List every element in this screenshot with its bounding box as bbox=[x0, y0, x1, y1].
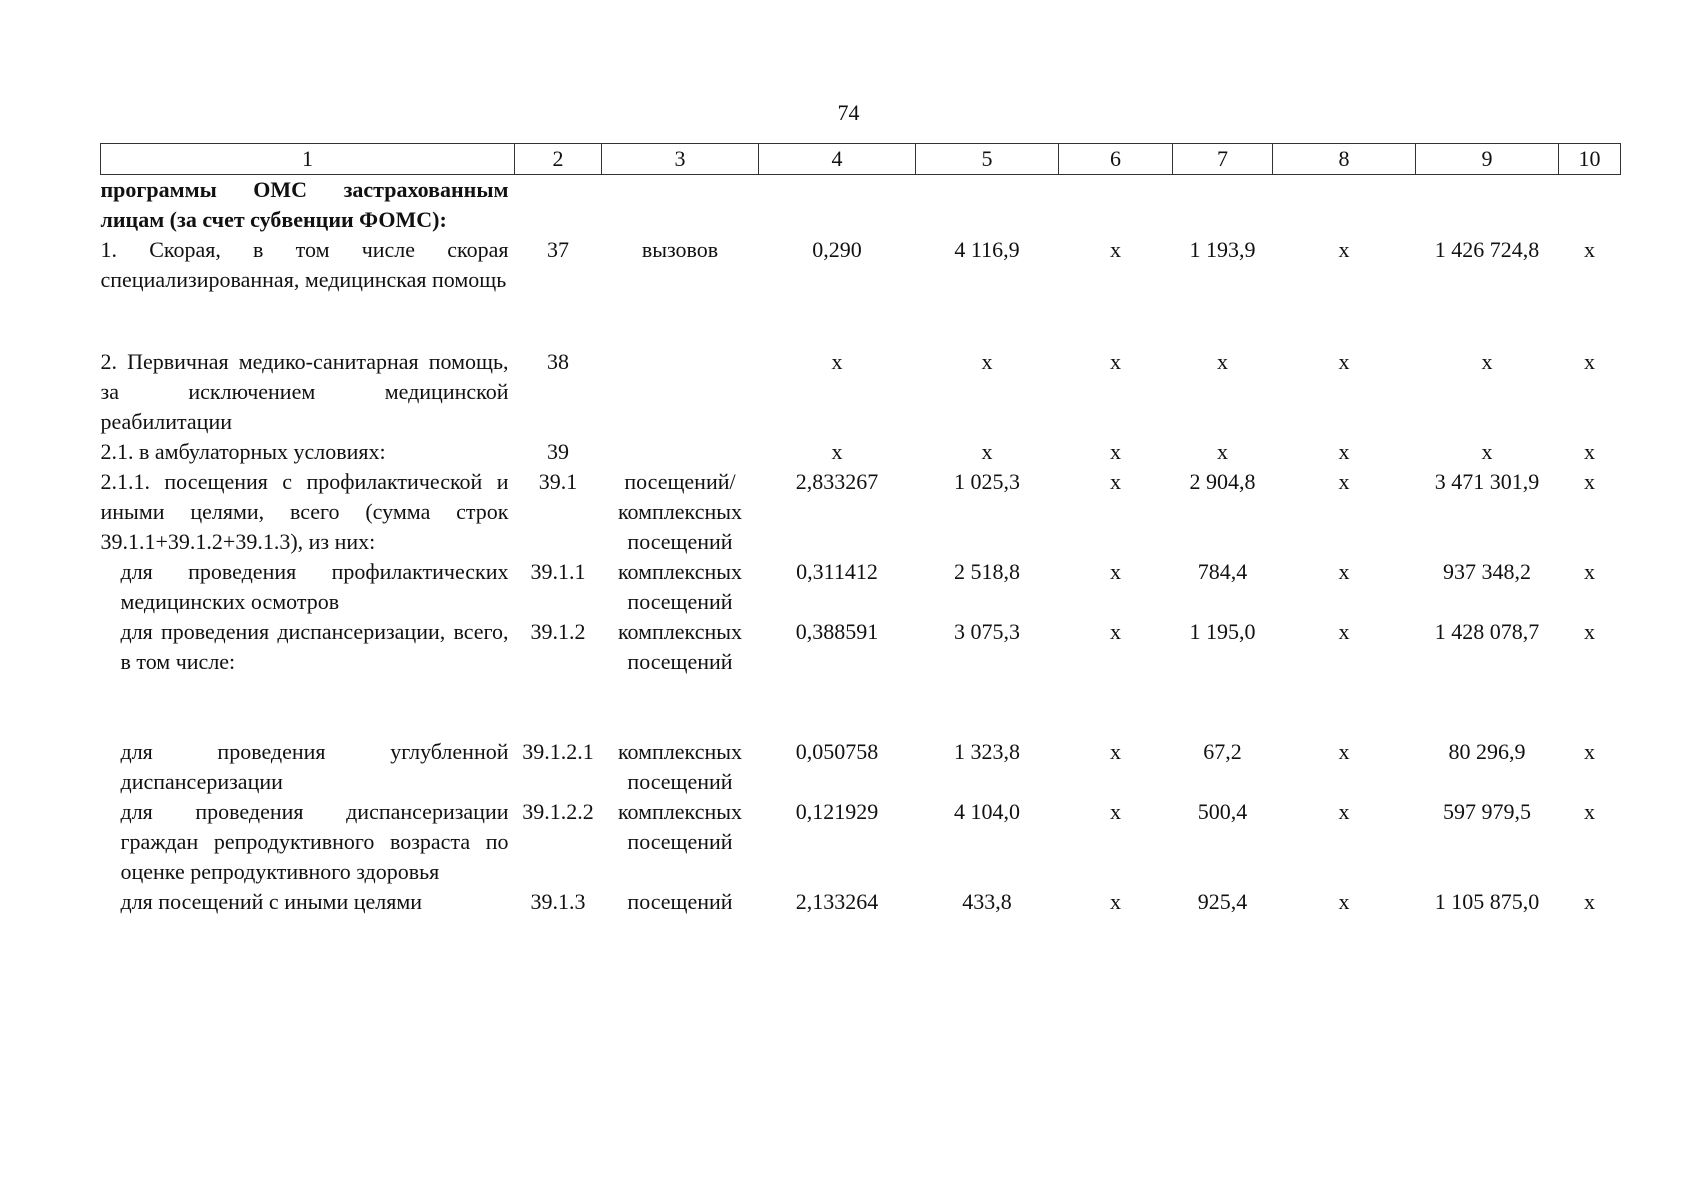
row-value-col8: х bbox=[1338, 799, 1350, 824]
row-value-col9: 1 428 078,7 bbox=[1434, 619, 1540, 644]
table-row bbox=[101, 235, 1621, 347]
column-header: 2 bbox=[515, 144, 602, 175]
row-value-col9: 3 471 301,9 bbox=[1434, 469, 1540, 494]
row-line-number: 39.1.3 bbox=[530, 889, 586, 914]
row-value-col5: 3 075,3 bbox=[954, 619, 1020, 644]
row-value-col9: 597 979,5 bbox=[1443, 799, 1531, 824]
row-value-col10: х bbox=[1584, 739, 1595, 764]
row-value-col8: х bbox=[1338, 439, 1350, 464]
row-value-col6: х bbox=[1110, 237, 1121, 262]
column-number-header-row bbox=[101, 144, 1621, 175]
row-unit: вызовов bbox=[641, 237, 719, 262]
row-value-col7: 67,2 bbox=[1203, 739, 1242, 764]
row-value-col8: х bbox=[1338, 619, 1350, 644]
column-header: 4 bbox=[759, 144, 916, 175]
row-name: для посещений с иными целями bbox=[120, 889, 423, 914]
row-value-col8: х bbox=[1338, 559, 1350, 584]
row-value-col8: х bbox=[1338, 349, 1350, 374]
row-unit bbox=[602, 347, 759, 437]
row-value-col7: 1 195,0 bbox=[1189, 619, 1256, 644]
row-name: 2. Первичная медико-санитарная помощь, за исключением медицинской реабилитации bbox=[100, 349, 509, 434]
row-value-col6: х bbox=[1110, 799, 1121, 824]
row-unit bbox=[602, 437, 759, 467]
row-value-col10: х bbox=[1584, 349, 1595, 374]
row-value-col4: х bbox=[831, 349, 843, 374]
column-header: 10 bbox=[1559, 144, 1621, 175]
row-name: для проведения диспансеризации, всего, в том числе: bbox=[120, 619, 509, 674]
row-unit: комплексных посещений bbox=[617, 799, 743, 854]
column-header: 9 bbox=[1416, 144, 1559, 175]
row-unit: комплексных посещений bbox=[617, 619, 743, 674]
column-header: 3 bbox=[602, 144, 759, 175]
row-value-col6: х bbox=[1110, 889, 1121, 914]
row-name: для проведения углубленной диспансеризации bbox=[120, 739, 509, 794]
row-name: 2.1.1. посещения с профилактической и иными целями, всего (сумма строк 39.1.1+39.1.2+39.1.3), из них: bbox=[100, 469, 509, 554]
column-header: 6 bbox=[1059, 144, 1173, 175]
row-value-col6: х bbox=[1110, 619, 1121, 644]
row-value-col6: х bbox=[1110, 559, 1121, 584]
row-value-col6: х bbox=[1110, 439, 1121, 464]
row-value-col5: 4 104,0 bbox=[954, 799, 1020, 824]
row-value-col10: х bbox=[1584, 619, 1595, 644]
row-value-col10: х bbox=[1584, 469, 1595, 494]
table-row bbox=[101, 617, 1621, 737]
row-value-col6: х bbox=[1110, 349, 1121, 374]
row-name: для проведения диспансеризации граждан репродуктивного возраста по оценке репродуктивного здоровья bbox=[120, 799, 509, 884]
row-value-col10: х bbox=[1584, 559, 1595, 584]
row-value-col9: 937 348,2 bbox=[1443, 559, 1531, 584]
row-value-col4: 2,133264 bbox=[795, 889, 879, 914]
row-value-col4: х bbox=[831, 439, 843, 464]
financing-table bbox=[100, 143, 1621, 917]
table-row bbox=[101, 437, 1621, 467]
row-value-col4: 0,388591 bbox=[795, 619, 879, 644]
row-line-number: 39.1.2 bbox=[530, 619, 586, 644]
row-value-col10: х bbox=[1584, 799, 1595, 824]
row-value-col10: х bbox=[1584, 439, 1595, 464]
column-header: 8 bbox=[1273, 144, 1416, 175]
row-value-col7: 925,4 bbox=[1197, 889, 1248, 914]
row-name: для проведения профилактических медицинских осмотров bbox=[120, 559, 509, 614]
row-value-col8: х bbox=[1338, 739, 1350, 764]
table-row bbox=[101, 467, 1621, 557]
table-row bbox=[101, 797, 1621, 887]
row-value-col5: 1 025,3 bbox=[954, 469, 1020, 494]
table-row bbox=[101, 887, 1621, 917]
row-value-col9: 1 105 875,0 bbox=[1434, 889, 1540, 914]
row-value-col8: х bbox=[1338, 889, 1350, 914]
row-value-col7: 784,4 bbox=[1197, 559, 1248, 584]
section-heading: программы ОМС застрахованным лицам (за счет субвенции ФОМС): bbox=[100, 177, 509, 232]
row-value-col10: х bbox=[1584, 889, 1595, 914]
row-line-number: 39 bbox=[547, 439, 569, 464]
row-value-col5: х bbox=[981, 439, 993, 464]
row-value-col7: х bbox=[1217, 439, 1228, 464]
row-value-col5: 4 116,9 bbox=[954, 237, 1020, 262]
section-heading-row bbox=[101, 175, 1621, 236]
row-value-col5: 2 518,8 bbox=[954, 559, 1020, 584]
row-value-col9: х bbox=[1481, 349, 1493, 374]
row-name: 2.1. в амбулаторных условиях: bbox=[100, 439, 386, 464]
row-line-number: 39.1.2.1 bbox=[522, 739, 594, 764]
table-row bbox=[101, 557, 1621, 617]
row-value-col7: 2 904,8 bbox=[1189, 469, 1256, 494]
row-value-col7: х bbox=[1217, 349, 1228, 374]
row-value-col4: 0,311412 bbox=[796, 559, 878, 584]
table-row bbox=[101, 737, 1621, 797]
row-value-col9: 80 296,9 bbox=[1448, 739, 1526, 764]
row-name: 1. Скорая, в том числе скорая специализированная, медицинская помощь bbox=[100, 237, 509, 292]
row-value-col9: х bbox=[1481, 439, 1493, 464]
table-row bbox=[101, 347, 1621, 437]
row-value-col6: х bbox=[1110, 469, 1121, 494]
row-value-col7: 1 193,9 bbox=[1189, 237, 1256, 262]
row-value-col10: х bbox=[1584, 237, 1595, 262]
row-value-col7: 500,4 bbox=[1197, 799, 1248, 824]
page-number: 74 bbox=[837, 100, 860, 125]
row-line-number: 37 bbox=[547, 237, 569, 262]
row-line-number: 39.1.2.2 bbox=[522, 799, 594, 824]
row-value-col4: 0,290 bbox=[812, 237, 862, 262]
row-line-number: 39.1.1 bbox=[530, 559, 586, 584]
row-value-col9: 1 426 724,8 bbox=[1434, 237, 1540, 262]
column-header: 5 bbox=[916, 144, 1059, 175]
row-line-number: 39.1 bbox=[538, 469, 578, 494]
column-header: 1 bbox=[101, 144, 515, 175]
row-value-col8: х bbox=[1338, 469, 1350, 494]
row-value-col6: х bbox=[1110, 739, 1121, 764]
row-value-col4: 2,833267 bbox=[795, 469, 879, 494]
row-value-col8: х bbox=[1338, 237, 1350, 262]
row-value-col5: х bbox=[981, 349, 993, 374]
row-value-col4: 0,121929 bbox=[795, 799, 879, 824]
row-line-number: 38 bbox=[547, 349, 569, 374]
row-value-col5: 433,8 bbox=[962, 889, 1012, 914]
row-unit: посещений/ комплексных посещений bbox=[617, 469, 743, 554]
row-unit: посещений bbox=[627, 889, 733, 914]
row-value-col4: 0,050758 bbox=[795, 739, 879, 764]
column-header: 7 bbox=[1173, 144, 1273, 175]
row-unit: комплексных посещений bbox=[617, 559, 743, 614]
row-unit: комплексных посещений bbox=[617, 739, 743, 794]
row-value-col5: 1 323,8 bbox=[954, 739, 1020, 764]
